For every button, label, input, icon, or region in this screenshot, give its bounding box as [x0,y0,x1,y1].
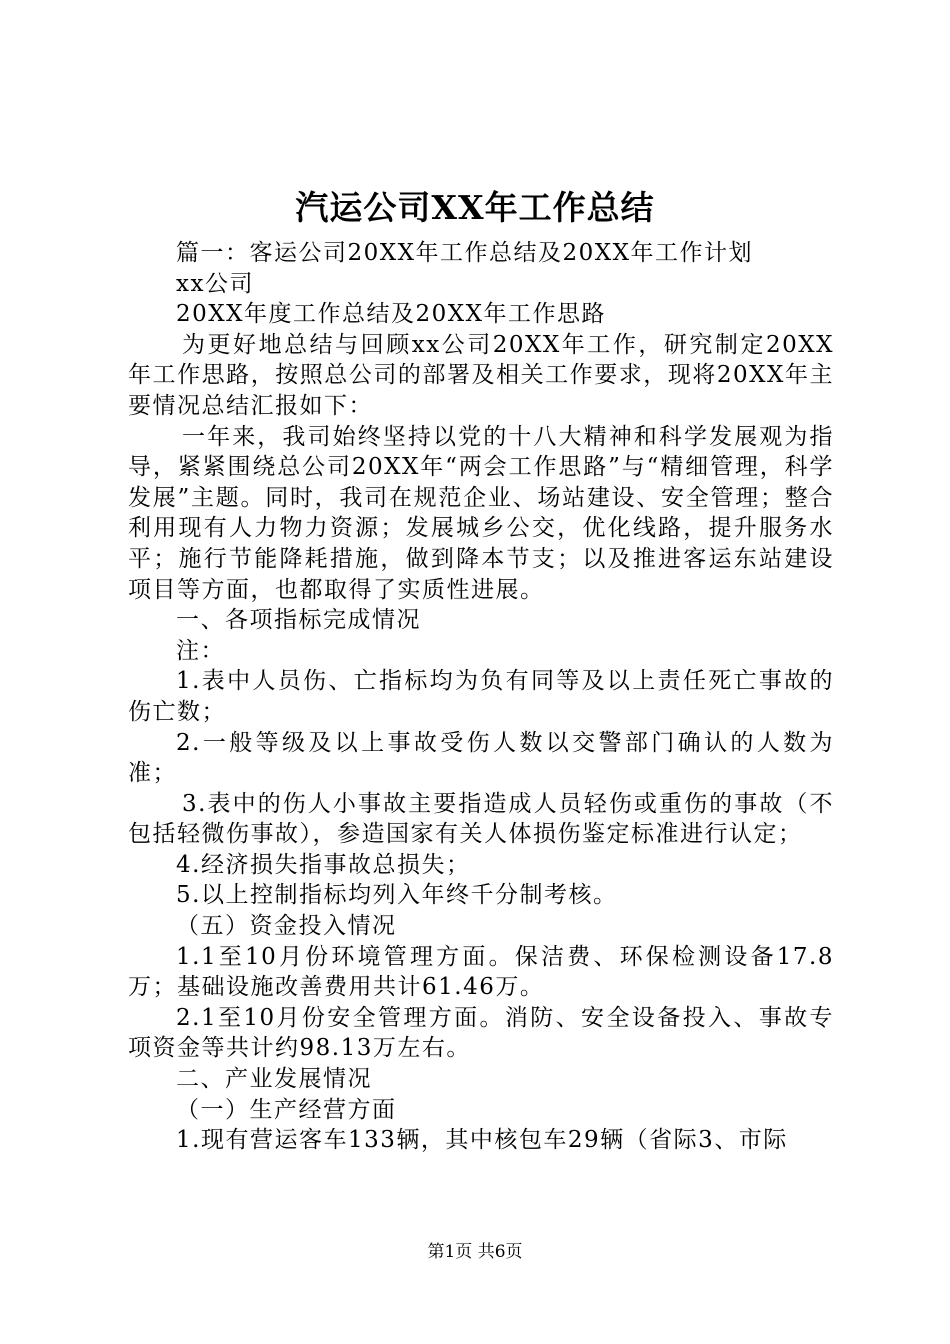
paragraph: 注： [176,637,225,664]
paragraph: 1.1至10月份环境管理方面。保洁费、环保检测设备17.8万；基础设施改善费用共计61.46万。 [128,943,834,1001]
note-item: 3.表中的伤人小事故主要指造成人员轻伤或重伤的事故（不包括轻微伤事故），参造国家有关人体损伤鉴定标准进行认定； [128,790,834,848]
note-item: 2.一般等级及以上事故受伤人数以交警部门确认的人数为准； [128,729,834,787]
note-item: 4.经济损失指事故总损失； [176,851,471,878]
section-heading: 二、产业发展情况 [176,1066,372,1093]
note-item: 1.表中人员伤、亡指标均为负有同等及以上责任死亡事故的伤亡数； [128,668,834,725]
section-heading: 一、各项指标完成情况 [176,607,421,634]
paragraph: 篇一：客运公司20XX年工作总结及20XX年工作计划 [176,240,754,266]
paragraph: xx公司 [176,270,254,297]
note-item: 5.以上控制指标均列入年终千分制考核。 [176,882,618,909]
page-number: 第1页 共6页 [427,1242,523,1262]
document-body [128,238,834,1156]
document-title: 汽运公司XX年工作总结 [295,188,655,227]
paragraph: 一年来，我司始终坚持以党的十八大精神和科学发展观为指导，紧紧围绕总公司20XX年“两会工作思路”与“精细管理，科学发展”主题。同时，我司在规范企业、场站建设、安全管理；整合利用现有人力物力资源；发展城乡公交，优化线路，提升服务水平；施行节能降耗措施，做到降本节支；以及推进客运东站建设项目等方面，也都取得了实质性进展。 [128,423,834,603]
paragraph: 1.现有营运客车133辆，其中核包车29辆（省际3、市际 [176,1127,788,1154]
paragraph: 为更好地总结与回顾xx公司20XX年工作，研究制定20XX年工作思路，按照总公司的部署及相关工作要求，现将20XX年主要情况总结汇报如下： [128,331,834,419]
paragraph: 2.1至10月份安全管理方面。消防、安全设备投入、事故专项资金等共计约98.13万左右。 [128,1004,834,1062]
subsection-heading: （五）资金投入情况 [176,913,397,940]
subsection-heading: （一）生产经营方面 [176,1096,397,1123]
paragraph: 20XX年度工作总结及20XX年工作思路 [176,301,607,328]
